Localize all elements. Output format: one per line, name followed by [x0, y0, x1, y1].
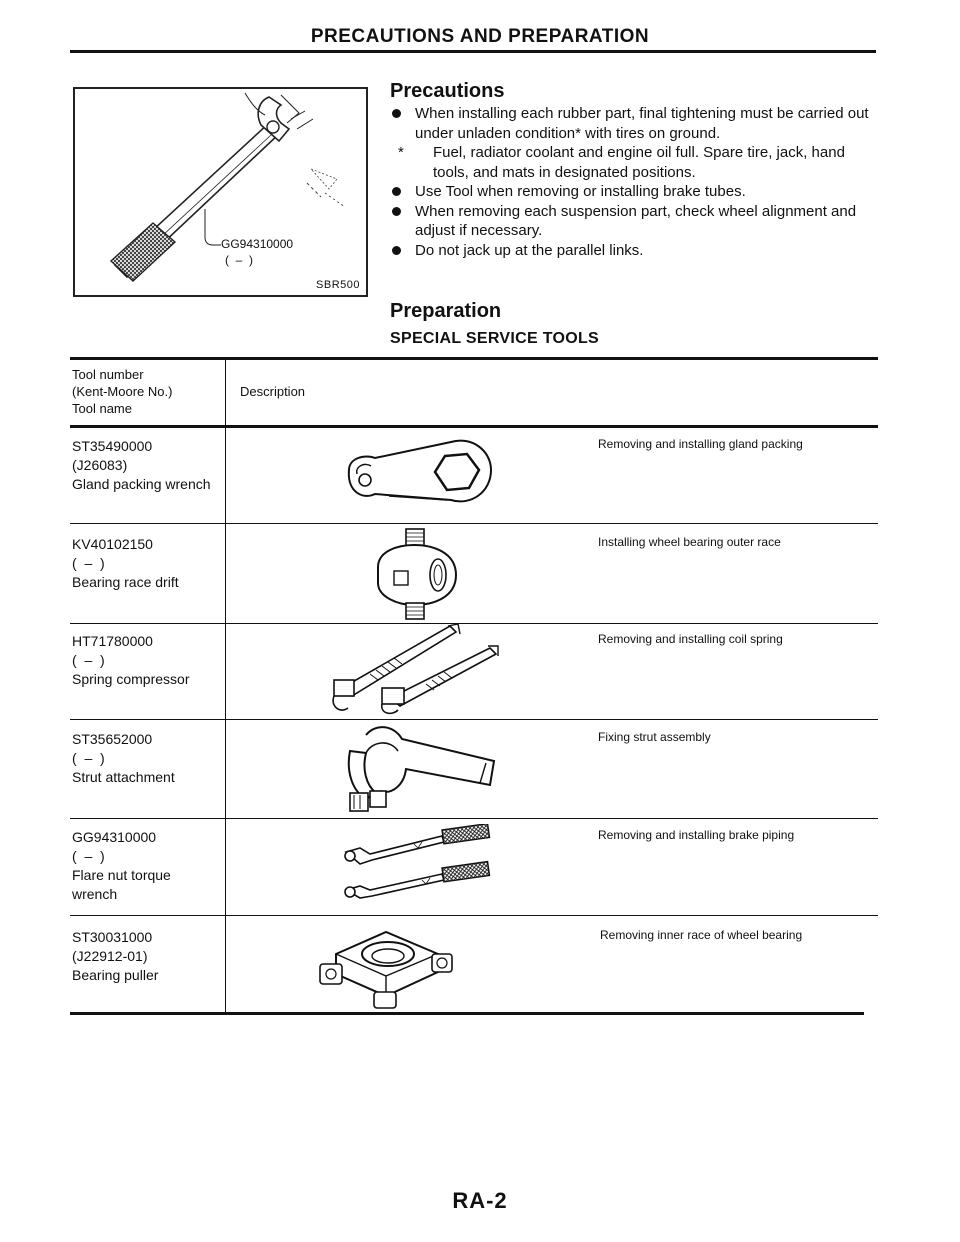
- page-number: RA-2: [452, 1188, 508, 1213]
- row-divider: [70, 915, 878, 916]
- table-bottom-rule: [70, 1012, 864, 1015]
- tool-name: wrench: [72, 886, 118, 902]
- header-tool-name: Tool name: [72, 401, 132, 416]
- precaution-text: When removing each suspension part, check wheel alignment and adjust if necessary.: [415, 202, 857, 239]
- header-rule: [70, 50, 876, 53]
- precaution-item: [390, 202, 870, 241]
- tool-description: Fixing strut assembly: [598, 730, 711, 744]
- figure-callout-number: GG94310000: [221, 237, 294, 251]
- gland-packing-wrench-icon: [335, 436, 495, 516]
- precaution-text: Do not jack up at the parallel links.: [415, 241, 644, 259]
- kent-moore-number: ( – ): [72, 750, 105, 766]
- tool-description: Removing and installing gland packing: [598, 437, 803, 451]
- tool-number: GG94310000: [72, 829, 157, 845]
- tool-number: ST35652000: [72, 731, 153, 747]
- bearing-race-drift-icon: [368, 527, 468, 623]
- kent-moore-number: ( – ): [72, 555, 105, 571]
- table-header-description: Description: [240, 384, 306, 399]
- strut-attachment-icon: [336, 721, 506, 817]
- tool-description: Removing inner race of wheel bearing: [600, 928, 803, 942]
- precautions-title: Precautions: [390, 80, 505, 102]
- table-row: [72, 730, 222, 787]
- bullet-icon: [392, 187, 401, 196]
- tool-number: ST35490000: [72, 438, 153, 454]
- tool-description: Removing and installing coil spring: [598, 632, 783, 646]
- precaution-item: [390, 104, 870, 143]
- table-row: [72, 928, 222, 985]
- special-service-tools-title: SPECIAL SERVICE TOOLS: [390, 330, 600, 347]
- tool-description: Removing and installing brake piping: [598, 828, 795, 842]
- precaution-item: [390, 241, 870, 261]
- tool-name: Strut attachment: [72, 769, 175, 785]
- bearing-puller-icon: [306, 924, 456, 1010]
- tool-number: HT71780000: [72, 633, 153, 649]
- precaution-note: [390, 143, 870, 182]
- page-header-title: PRECAUTIONS AND PREPARATION: [310, 26, 650, 47]
- figure-code: SBR500: [316, 279, 360, 291]
- flare-nut-torque-wrench-icon: [338, 824, 498, 904]
- precaution-text: Use Tool when removing or installing brake tubes.: [415, 183, 746, 200]
- torque-wrench-figure: [73, 87, 368, 297]
- header-tool-number: Tool number: [72, 367, 144, 382]
- table-row: [72, 632, 222, 689]
- table-column-divider: [225, 359, 226, 1015]
- precautions-list: [390, 104, 870, 260]
- bullet-icon: [392, 246, 401, 255]
- table-row: [72, 828, 222, 904]
- kent-moore-number: (J22912-01): [72, 948, 148, 964]
- table-top-rule: [70, 357, 878, 360]
- precaution-text: When installing each rubber part, final tightening must be carried out under unladen condition* with tires on ground.: [415, 105, 869, 142]
- tool-name: Gland packing wrench: [72, 476, 211, 492]
- tool-number: KV40102150: [72, 536, 153, 552]
- tool-name: Bearing puller: [72, 967, 159, 983]
- figure-callout-kent: ( – ): [225, 253, 254, 267]
- row-divider: [70, 523, 878, 524]
- table-header-tool-column: [72, 366, 172, 417]
- header-kent-moore: (Kent-Moore No.): [72, 384, 173, 399]
- bullet-icon: [392, 109, 401, 118]
- kent-moore-number: ( – ): [72, 652, 105, 668]
- asterisk-icon: *: [398, 144, 404, 161]
- table-row: [72, 535, 222, 592]
- row-divider: [70, 818, 878, 819]
- tool-name: Bearing race drift: [72, 574, 179, 590]
- table-header-rule: [70, 425, 878, 428]
- bullet-icon: [392, 207, 401, 216]
- kent-moore-number: (J26083): [72, 457, 128, 473]
- tool-description: Installing wheel bearing outer race: [598, 535, 781, 549]
- row-divider: [70, 719, 878, 720]
- precaution-note-text: Fuel, radiator coolant and engine oil full. Spare tire, jack, hand tools, and mats in designated positions.: [433, 144, 845, 181]
- preparation-title: Preparation: [390, 300, 502, 322]
- kent-moore-number: ( – ): [72, 848, 105, 864]
- spring-compressor-icon: [330, 624, 510, 716]
- precaution-item: [390, 182, 870, 202]
- tool-number: ST30031000: [72, 929, 153, 945]
- torque-wrench-illustration-icon: [75, 89, 366, 295]
- table-row: [72, 437, 222, 494]
- tool-name: Flare nut torque: [72, 867, 171, 883]
- tool-name: Spring compressor: [72, 671, 190, 687]
